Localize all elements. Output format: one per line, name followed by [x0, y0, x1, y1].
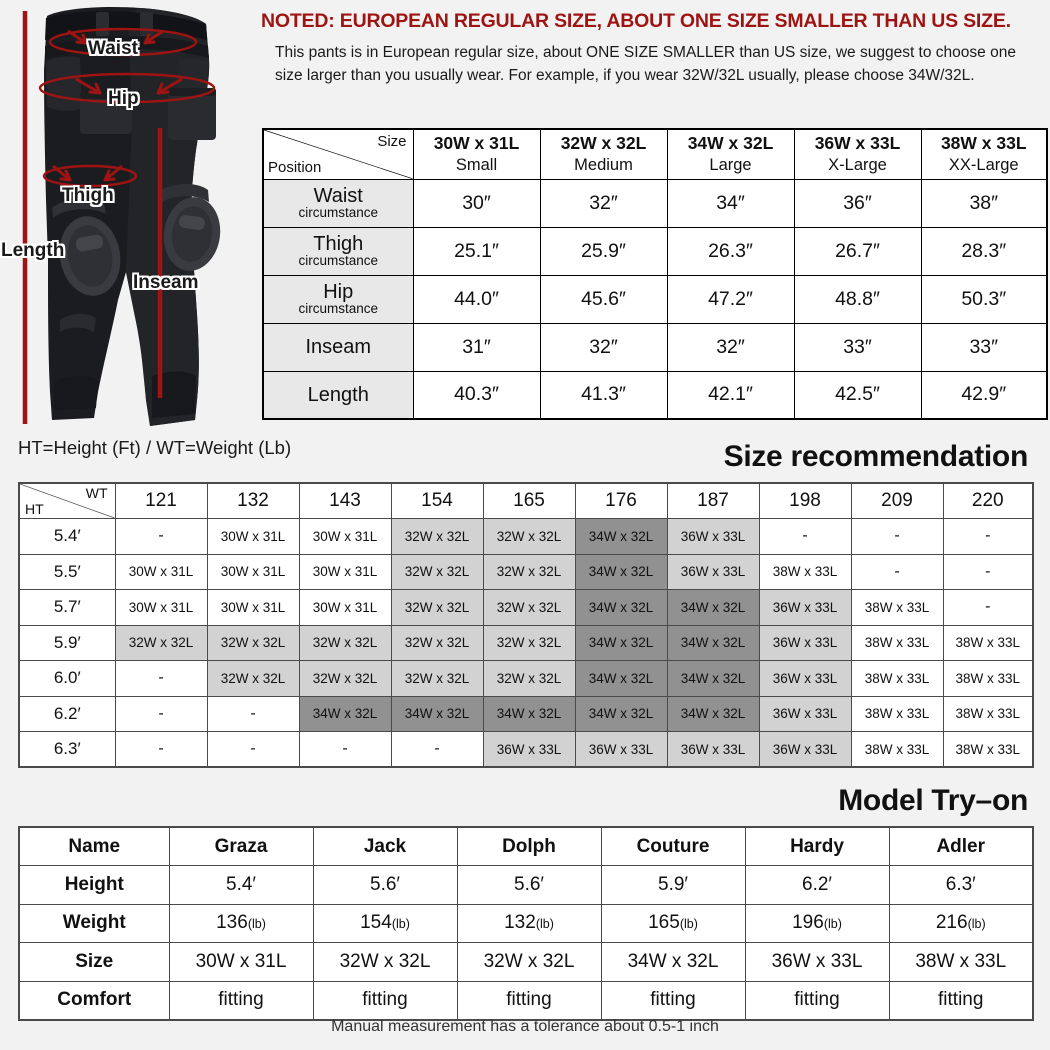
recommendation-height-label-0: 5.4′: [19, 519, 115, 555]
recommendation-cell-r4-c3: 32W x 32L: [391, 661, 483, 697]
recommendation-cell-r4-c4: 32W x 32L: [483, 661, 575, 697]
recommendation-cell-r1-c0: 30W x 31L: [115, 554, 207, 590]
recommendation-height-label-4: 6.0′: [19, 661, 115, 697]
recommendation-cell-r1-c3: 32W x 32L: [391, 554, 483, 590]
recommendation-row: [19, 661, 1033, 697]
recommendation-corner-cell: [19, 483, 115, 519]
recommendation-cell-r5-c2: 34W x 32L: [299, 696, 391, 732]
tryon-cell-name-1: Jack: [313, 827, 457, 866]
measurement-cell-r1-c2: 26.3″: [667, 227, 794, 275]
recommendation-cell-r4-c2: 32W x 32L: [299, 661, 391, 697]
measurement-cell-r1-c4: 28.3″: [921, 227, 1047, 275]
tryon-cell-name-2: Dolph: [457, 827, 601, 866]
recommendation-row: [19, 519, 1033, 555]
recommendation-cell-r3-c5: 34W x 32L: [575, 625, 667, 661]
recommendation-cell-r5-c8: 38W x 33L: [851, 696, 943, 732]
measurement-cell-r2-c1: 45.6″: [540, 275, 667, 323]
recommendation-cell-r2-c9: -: [943, 590, 1033, 626]
recommendation-weight-header-7: 198: [759, 483, 851, 519]
recommendation-cell-r4-c6: 34W x 32L: [667, 661, 759, 697]
recommendation-cell-r2-c3: 32W x 32L: [391, 590, 483, 626]
recommendation-cell-r2-c8: 38W x 33L: [851, 590, 943, 626]
recommendation-cell-r5-c3: 34W x 32L: [391, 696, 483, 732]
measurement-row: [263, 227, 1047, 275]
tryon-weight-unit-4: (lb): [823, 917, 842, 932]
recommendation-cell-r5-c5: 34W x 32L: [575, 696, 667, 732]
measurement-corner-cell: [263, 129, 413, 179]
recommendation-cell-r2-c2: 30W x 31L: [299, 590, 391, 626]
model-tryon-table-wrap: [18, 826, 1032, 1021]
corner-label-ht: HT: [25, 501, 44, 517]
header-block: [258, 0, 1050, 88]
recommendation-cell-r0-c3: 32W x 32L: [391, 519, 483, 555]
recommendation-cell-r0-c4: 32W x 32L: [483, 519, 575, 555]
recommendation-cell-r0-c7: -: [759, 519, 851, 555]
measurement-cell-r1-c3: 26.7″: [794, 227, 921, 275]
recommendation-cell-r1-c1: 30W x 31L: [207, 554, 299, 590]
recommendation-cell-r6-c3: -: [391, 732, 483, 768]
recommendation-weight-header-4: 165: [483, 483, 575, 519]
recommendation-cell-r1-c7: 38W x 33L: [759, 554, 851, 590]
tryon-cell-height-1: 5.6′: [313, 866, 457, 905]
tryon-weight-unit-1: (lb): [391, 917, 410, 932]
recommendation-row: [19, 554, 1033, 590]
measurement-table: [262, 128, 1048, 420]
recommendation-row: [19, 590, 1033, 626]
measurement-column-header-3: 36W x 33L X-Large: [794, 129, 921, 179]
measurement-cell-r3-c1: 32″: [540, 323, 667, 371]
tryon-cell-weight-3: 165(lb): [601, 904, 745, 943]
size-recommendation-title: Size recommendation: [723, 440, 1028, 473]
recommendation-cell-r4-c1: 32W x 32L: [207, 661, 299, 697]
measurement-cell-r0-c2: 34″: [667, 179, 794, 227]
recommendation-cell-r1-c2: 30W x 31L: [299, 554, 391, 590]
measurement-cell-r0-c3: 36″: [794, 179, 921, 227]
recommendation-cell-r3-c8: 38W x 33L: [851, 625, 943, 661]
annotation-inseam: Inseam: [133, 272, 199, 293]
recommendation-cell-r5-c6: 34W x 32L: [667, 696, 759, 732]
measurement-row-label-3: Inseam: [263, 323, 413, 371]
corner-label-position: Position: [268, 158, 322, 176]
measurement-cell-r0-c0: 30″: [413, 179, 540, 227]
tryon-cell-height-5: 6.3′: [889, 866, 1033, 905]
recommendation-row: [19, 696, 1033, 732]
recommendation-cell-r1-c9: -: [943, 554, 1033, 590]
tryon-cell-weight-0: 136(lb): [169, 904, 313, 943]
tryon-cell-comfort-2: fitting: [457, 981, 601, 1020]
measurement-cell-r3-c3: 33″: [794, 323, 921, 371]
product-image: [0, 0, 258, 432]
tryon-cell-height-2: 5.6′: [457, 866, 601, 905]
tryon-cell-comfort-3: fitting: [601, 981, 745, 1020]
measurement-table-wrap: [262, 128, 1046, 420]
tryon-weight-unit-3: (lb): [679, 917, 698, 932]
tryon-cell-comfort-4: fitting: [745, 981, 889, 1020]
recommendation-weight-header-3: 154: [391, 483, 483, 519]
measurement-column-header-2: 34W x 32L Large: [667, 129, 794, 179]
measurement-row-sublabel-2: circumstance: [298, 301, 379, 317]
tryon-cell-size-1: 32W x 32L: [313, 943, 457, 982]
annotation-hip: Hip: [108, 88, 139, 109]
measurement-row-sublabel-0: circumstance: [298, 205, 379, 221]
recommendation-cell-r4-c9: 38W x 33L: [943, 661, 1033, 697]
recommendation-cell-r0-c0: -: [115, 519, 207, 555]
recommendation-cell-r0-c5: 34W x 32L: [575, 519, 667, 555]
tryon-row-label-0: Name: [19, 827, 169, 866]
measurement-column-subheader-4: XX-Large: [948, 156, 1019, 175]
recommendation-weight-header-9: 220: [943, 483, 1033, 519]
recommendation-cell-r0-c9: -: [943, 519, 1033, 555]
recommendation-cell-r5-c4: 34W x 32L: [483, 696, 575, 732]
recommendation-header-row: [19, 483, 1033, 519]
measurement-cell-r3-c4: 33″: [921, 323, 1047, 371]
corner-label-wt: WT: [85, 485, 108, 501]
tryon-cell-weight-2: 132(lb): [457, 904, 601, 943]
measurement-row: [263, 275, 1047, 323]
annotation-waist: Waist: [88, 38, 138, 59]
measurement-cell-r3-c2: 32″: [667, 323, 794, 371]
recommendation-cell-r2-c0: 30W x 31L: [115, 590, 207, 626]
recommendation-cell-r2-c7: 36W x 33L: [759, 590, 851, 626]
pants-illustration: [0, 0, 258, 432]
recommendation-height-label-2: 5.7′: [19, 590, 115, 626]
recommendation-cell-r2-c4: 32W x 32L: [483, 590, 575, 626]
recommendation-cell-r3-c0: 32W x 32L: [115, 625, 207, 661]
corner-label-size: Size: [377, 133, 407, 150]
measurement-column-subheader-1: Medium: [574, 156, 633, 175]
recommendation-height-label-6: 6.3′: [19, 732, 115, 768]
recommendation-cell-r6-c7: 36W x 33L: [759, 732, 851, 768]
measurement-row-sublabel-1: circumstance: [298, 253, 379, 269]
recommendation-cell-r1-c5: 34W x 32L: [575, 554, 667, 590]
recommendation-cell-r1-c4: 32W x 32L: [483, 554, 575, 590]
recommendation-cell-r1-c8: -: [851, 554, 943, 590]
recommendation-cell-r0-c6: 36W x 33L: [667, 519, 759, 555]
recommendation-cell-r6-c4: 36W x 33L: [483, 732, 575, 768]
size-recommendation-table: [18, 482, 1034, 768]
measurement-column-subheader-0: Small: [455, 156, 498, 175]
recommendation-weight-header-1: 132: [207, 483, 299, 519]
tryon-cell-comfort-0: fitting: [169, 981, 313, 1020]
recommendation-cell-r4-c0: -: [115, 661, 207, 697]
recommendation-cell-r4-c7: 36W x 33L: [759, 661, 851, 697]
measurement-cell-r1-c1: 25.9″: [540, 227, 667, 275]
measurement-cell-r3-c0: 31″: [413, 323, 540, 371]
measurement-column-header-1: 32W x 32L Medium: [540, 129, 667, 179]
recommendation-row: [19, 625, 1033, 661]
measurement-cell-r1-c0: 25.1″: [413, 227, 540, 275]
measurement-cell-r2-c0: 44.0″: [413, 275, 540, 323]
measurement-cell-r4-c3: 42.5″: [794, 371, 921, 419]
tryon-cell-size-4: 36W x 33L: [745, 943, 889, 982]
noted-headline: NOTED: EUROPEAN REGULAR SIZE, ABOUT ONE SIZE SMALLER THAN US SIZE.: [261, 10, 1011, 32]
tryon-cell-name-0: Graza: [169, 827, 313, 866]
recommendation-cell-r6-c6: 36W x 33L: [667, 732, 759, 768]
tryon-cell-size-0: 30W x 31L: [169, 943, 313, 982]
recommendation-cell-r3-c1: 32W x 32L: [207, 625, 299, 661]
measurement-cell-r4-c4: 42.9″: [921, 371, 1047, 419]
tryon-cell-size-3: 34W x 32L: [601, 943, 745, 982]
model-tryon-table: [18, 826, 1034, 1021]
recommendation-height-label-3: 5.9′: [19, 625, 115, 661]
intro-paragraph: This pants is in European regular size, about ONE SIZE SMALLER than US size, we suggest to choose one size larger than you usually wear. For example, if you wear 32W/32L usually, please choose 34W/32L.: [275, 44, 1016, 85]
tryon-cell-weight-5: 216(lb): [889, 904, 1033, 943]
recommendation-cell-r2-c5: 34W x 32L: [575, 590, 667, 626]
recommendation-cell-r3-c2: 32W x 32L: [299, 625, 391, 661]
recommendation-cell-r3-c6: 34W x 32L: [667, 625, 759, 661]
tryon-row-label-3: Size: [19, 943, 169, 982]
tryon-weight-unit-5: (lb): [967, 917, 986, 932]
size-recommendation-table-wrap: [18, 482, 1032, 768]
tryon-cell-height-0: 5.4′: [169, 866, 313, 905]
model-tryon-title: Model Try–on: [838, 784, 1028, 817]
tryon-cell-name-5: Adler: [889, 827, 1033, 866]
measurement-row: [263, 179, 1047, 227]
recommendation-row: [19, 732, 1033, 768]
recommendation-cell-r2-c6: 34W x 32L: [667, 590, 759, 626]
measurement-header-row: [263, 129, 1047, 179]
recommendation-cell-r5-c1: -: [207, 696, 299, 732]
measurement-column-subheader-2: Large: [709, 156, 752, 175]
tryon-row-label-2: Weight: [19, 904, 169, 943]
tryon-cell-name-3: Couture: [601, 827, 745, 866]
tryon-row: [19, 904, 1033, 943]
recommendation-cell-r6-c2: -: [299, 732, 391, 768]
measurement-column-subheader-3: X-Large: [828, 156, 887, 175]
recommendation-cell-r6-c5: 36W x 33L: [575, 732, 667, 768]
tryon-cell-weight-1: 154(lb): [313, 904, 457, 943]
tryon-row: [19, 827, 1033, 866]
tryon-cell-comfort-5: fitting: [889, 981, 1033, 1020]
tryon-row: [19, 943, 1033, 982]
tryon-weight-unit-2: (lb): [535, 917, 554, 932]
recommendation-weight-header-8: 209: [851, 483, 943, 519]
recommendation-weight-header-2: 143: [299, 483, 391, 519]
tryon-cell-height-3: 5.9′: [601, 866, 745, 905]
top-section: [0, 0, 1050, 432]
annotation-length: Length: [1, 240, 65, 261]
recommendation-cell-r3-c7: 36W x 33L: [759, 625, 851, 661]
measurement-row-label-2: Hip circumstance: [263, 275, 413, 323]
tryon-weight-unit-0: (lb): [247, 917, 266, 932]
measurement-row: [263, 371, 1047, 419]
recommendation-cell-r5-c0: -: [115, 696, 207, 732]
recommendation-cell-r0-c2: 30W x 31L: [299, 519, 391, 555]
recommendation-cell-r6-c9: 38W x 33L: [943, 732, 1033, 768]
tryon-row: [19, 981, 1033, 1020]
tryon-cell-weight-4: 196(lb): [745, 904, 889, 943]
recommendation-weight-header-5: 176: [575, 483, 667, 519]
recommendation-cell-r4-c5: 34W x 32L: [575, 661, 667, 697]
tryon-cell-comfort-1: fitting: [313, 981, 457, 1020]
recommendation-cell-r6-c0: -: [115, 732, 207, 768]
recommendation-cell-r1-c6: 36W x 33L: [667, 554, 759, 590]
measurement-cell-r2-c2: 47.2″: [667, 275, 794, 323]
tryon-row-label-4: Comfort: [19, 981, 169, 1020]
tryon-cell-height-4: 6.2′: [745, 866, 889, 905]
recommendation-cell-r6-c8: 38W x 33L: [851, 732, 943, 768]
ht-wt-legend: HT=Height (Ft) / WT=Weight (Lb): [18, 437, 292, 458]
recommendation-cell-r0-c8: -: [851, 519, 943, 555]
measurement-cell-r0-c1: 32″: [540, 179, 667, 227]
recommendation-cell-r3-c4: 32W x 32L: [483, 625, 575, 661]
recommendation-weight-header-6: 187: [667, 483, 759, 519]
tryon-cell-name-4: Hardy: [745, 827, 889, 866]
tryon-row: [19, 866, 1033, 905]
tryon-cell-size-2: 32W x 32L: [457, 943, 601, 982]
footnote: Manual measurement has a tolerance about 0.5-1 inch: [331, 1018, 719, 1035]
measurement-cell-r2-c4: 50.3″: [921, 275, 1047, 323]
measurement-cell-r4-c2: 42.1″: [667, 371, 794, 419]
recommendation-cell-r0-c1: 30W x 31L: [207, 519, 299, 555]
measurement-row: [263, 323, 1047, 371]
measurement-cell-r0-c4: 38″: [921, 179, 1047, 227]
recommendation-cell-r2-c1: 30W x 31L: [207, 590, 299, 626]
measurement-cell-r4-c0: 40.3″: [413, 371, 540, 419]
measurement-column-header-4: 38W x 33L XX-Large: [921, 129, 1047, 179]
measurement-cell-r4-c1: 41.3″: [540, 371, 667, 419]
measurement-row-label-1: Thigh circumstance: [263, 227, 413, 275]
measurement-row-label-4: Length: [263, 371, 413, 419]
recommendation-weight-header-0: 121: [115, 483, 207, 519]
tryon-row-label-1: Height: [19, 866, 169, 905]
measurement-row-label-0: Waist circumstance: [263, 179, 413, 227]
recommendation-cell-r5-c9: 38W x 33L: [943, 696, 1033, 732]
annotation-thigh: Thigh: [62, 185, 114, 206]
measurement-cell-r2-c3: 48.8″: [794, 275, 921, 323]
recommendation-height-label-1: 5.5′: [19, 554, 115, 590]
recommendation-cell-r3-c3: 32W x 32L: [391, 625, 483, 661]
measurement-column-header-0: 30W x 31L Small: [413, 129, 540, 179]
recommendation-height-label-5: 6.2′: [19, 696, 115, 732]
recommendation-cell-r4-c8: 38W x 33L: [851, 661, 943, 697]
recommendation-cell-r5-c7: 36W x 33L: [759, 696, 851, 732]
tryon-cell-size-5: 38W x 33L: [889, 943, 1033, 982]
recommendation-cell-r3-c9: 38W x 33L: [943, 625, 1033, 661]
recommendation-cell-r6-c1: -: [207, 732, 299, 768]
